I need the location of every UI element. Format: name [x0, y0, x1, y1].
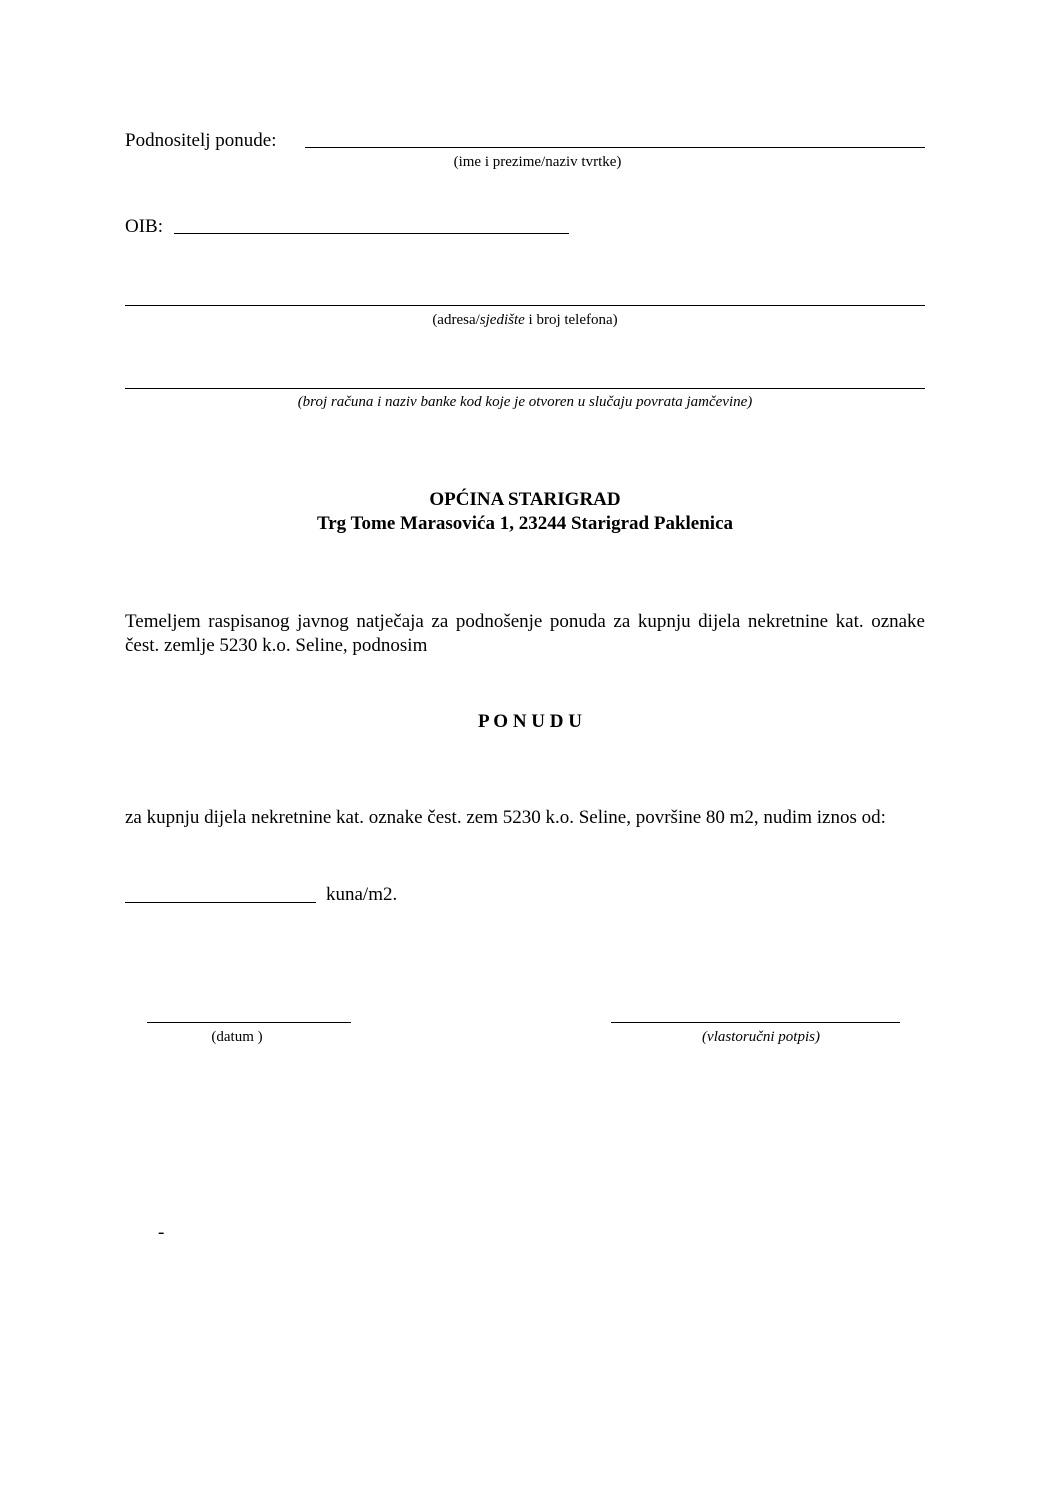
price-unit: kuna/m2. — [326, 884, 398, 905]
oib-input-line[interactable] — [174, 233, 569, 234]
address-caption-italic: sjedište — [479, 312, 525, 328]
address-input-line[interactable] — [125, 305, 925, 306]
recipient-address: Trg Tome Marasovića 1, 23244 Starigrad Paklenica — [316, 513, 734, 534]
bank-input-line[interactable] — [125, 388, 925, 389]
signature-caption: (vlastoručni potpis) — [702, 1029, 820, 1045]
recipient-name: OPĆINA STARIGRAD — [429, 489, 621, 510]
oib-label: OIB: — [125, 216, 163, 237]
signature-input-line[interactable] — [611, 1022, 900, 1023]
applicant-label: Podnositelj ponude: — [125, 130, 277, 151]
date-caption: (datum ) — [211, 1029, 263, 1045]
intro-paragraph: Temeljem raspisanog javnog natječaja za podnošenje ponuda za kupnju dijela nekretnine kat. oznake čest. zemlje 5230 k.o. Seline, podnosim — [125, 611, 925, 656]
offer-paragraph: za kupnju dijela nekretnine kat. oznake čest. zem 5230 k.o. Seline, površine 80 m2, nudim iznos od: — [125, 807, 886, 828]
address-caption — [125, 311, 925, 329]
date-input-line[interactable] — [147, 1022, 351, 1023]
address-caption-suffix: i broj telefona) — [524, 312, 618, 328]
applicant-input-line[interactable] — [305, 147, 925, 148]
applicant-caption: (ime i prezime/naziv tvrtke) — [453, 154, 622, 170]
address-caption-prefix: (adresa/ — [432, 312, 480, 328]
price-input-line[interactable] — [125, 902, 316, 903]
bank-caption: (broj računa i naziv banke kod koje je otvoren u slučaju povrata jamčevine) — [297, 394, 753, 410]
offer-heading: P O N U D U — [478, 711, 582, 732]
footer-dash: - — [158, 1222, 165, 1243]
